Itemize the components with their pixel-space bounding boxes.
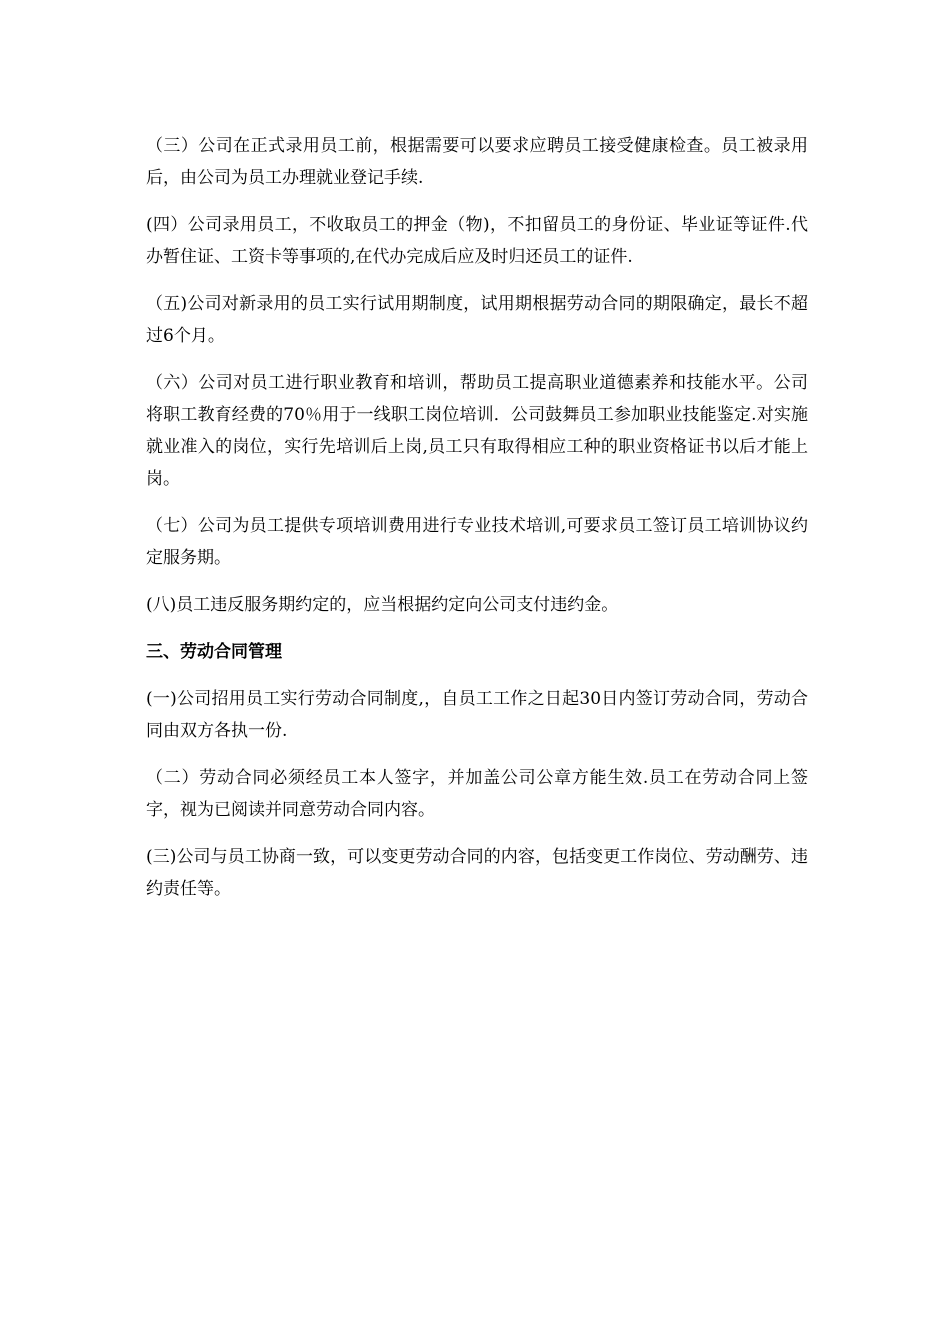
paragraph-4-no-deposit: (四）公司录用员工，不收取员工的押金（物)，不扣留员工的身份证、毕业证等证件.代办暂住证、工资卡等事项的,在代办完成后应及时归还员工的证件.: [146, 215, 808, 267]
paragraph-7-special-training: （七）公司为员工提供专项培训费用进行专业技术培训,可要求员工签订员工培训协议约定服务期。: [146, 516, 808, 568]
section-heading: 三、劳动合同管理: [146, 642, 282, 662]
paragraph-contract-2: （二）劳动合同必须经员工本人签字，并加盖公司公章方能生效.员工在劳动合同上签字，视为已阅读并同意劳动合同内容。: [146, 768, 808, 820]
paragraph-8-penalty: (八)员工违反服务期约定的，应当根据约定向公司支付违约金。: [146, 595, 619, 615]
paragraph-3-health-check: （三）公司在正式录用员工前，根据需要可以要求应聘员工接受健康检查。员工被录用后，由公司为员工办理就业登记手续.: [146, 136, 808, 188]
paragraph-contract-1: (一)公司招用员工实行劳动合同制度,，自员工工作之日起30日内签订劳动合同，劳动合同由双方各执一份.: [146, 689, 808, 741]
paragraph-contract-3: (三)公司与员工协商一致，可以变更劳动合同的内容，包括变更工作岗位、劳动酬劳、违约责任等。: [146, 847, 808, 899]
document-body: [146, 130, 808, 920]
paragraph-5-probation: （五)公司对新录用的员工实行试用期制度，试用期根据劳动合同的期限确定，最长不超过6个月。: [146, 294, 808, 346]
paragraph-6-training: （六）公司对员工进行职业教育和培训，帮助员工提高职业道德素养和技能水平。公司将职工教育经费的70％用于一线职工岗位培训．公司鼓舞员工参加职业技能鉴定.对实施就业准入的岗位，实行先培训后上岗,员工只有取得相应工种的职业资格证书以后才能上岗。: [146, 373, 808, 489]
